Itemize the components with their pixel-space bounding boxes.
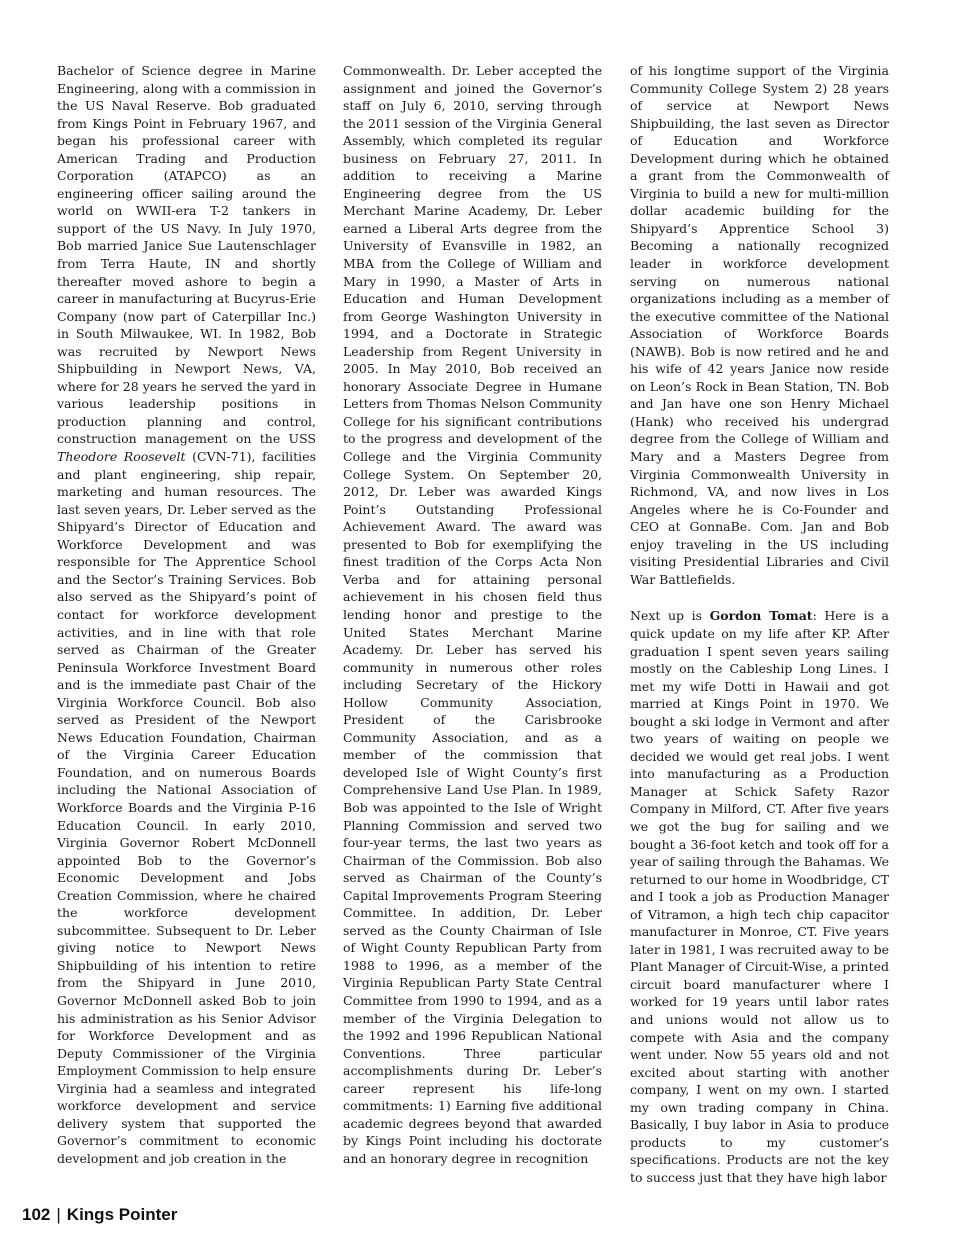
column-3-paragraph-2 — [630, 607, 889, 1186]
footer-separator: | — [56, 1205, 61, 1224]
page-number: 102 — [22, 1205, 51, 1224]
next-up-lead: Next up is — [630, 608, 702, 624]
ship-name: Theodore Roosevelt — [57, 449, 186, 465]
column-3-paragraph-2-text: : Here is a quick update on my life after KP. After graduation I spent seven years sailing mostly on the Cableship Long Lines. I met my wife Dotti in Hawaii and got married at Kings Point in 1970. We bought a ski lodge in Vermont and after two years of waiting on people we decided we would get real jobs. I went into manufacturing as a Production Manager at Schick Safety Razor Company in Milford, CT. After five years we got the bug for sailing and we bought a 36-foot ketch and took off for a year of sailing through the Bahamas. We returned to our home in Woodbridge, CT and I took a job as Production Manager of Vitramon, a high tech chip capacitor manufacturer in Monroe, CT. Five years later in 1981, I was recruited away to be Plant Manager of Circuit-Wise, a printed circuit board manufacturer where I worked for 19 years until labor rates and unions would not allow us to compete with Asia and the company went under. Now 55 years old and not excited about starting with another company, I went on my own. I started my own trading company in China. Basically, I buy labor in Asia to produce products to my customer’s specifications. Products are not the key to success just that they have high labor — [630, 608, 890, 1185]
publication-name: Kings Pointer — [66, 1205, 178, 1224]
column-2-paragraph: Commonwealth. Dr. Leber accepted the assignment and joined the Governor’s staff on July 6, 2010, serving through the 2011 session of the Virginia General Assembly, which completed its regular business on February 27, 2011. In addition to receiving a Marine Engineering degree from the US Merchant Marine Academy, Dr. Leber earned a Liberal Arts degree from the University of Evansville in 1982, an MBA from the College of William and Mary in 1990, a Master of Arts in Education and Human Development from George Washington University in 1994, and a Doctorate in Strategic Leadership from Regent University in 2005. In May 2010, Bob received an honorary Associate Degree in Humane Letters from Thomas Nelson Community College for his significant contributions to the progress and development of the College and the Virginia Community College System. On September 20, 2012, Dr. Leber was awarded Kings Point’s Outstanding Professional Achievement Award. The award was presented to Bob for exemplifying the finest tradition of the Corps Acta Non Verba and for attaining personal achievement in his chosen field thus lending honor and prestige to the United States Merchant Marine Academy. Dr. Leber has served his community in numerous other roles including Secretary of the Hickory Hollow Community Association, President of the Carisbrooke Community Association, and as a member of the commission that developed Isle of Wight County’s first Comprehensive Land Use Plan. In 1989, Bob was appointed to the Isle of Wright Planning Commission and served two four-year terms, the last two years as Chairman of the Commission. Bob also served as Chairman of the County’s Capital Improvements Program Steering Committee. In addition, Dr. Leber served as the County Chairman of Isle of Wight County Republican Party from 1988 to 1996, as a member of the Virginia Republican Party State Central Committee from 1990 to 1994, and as a member of the Virginia Delegation to the 1992 and 1996 Republican National Conventions. Three particular accomplishments during Dr. Leber’s career represent his life-long commitments: 1) Earning five additional academic degrees beyond that awarded by Kings Point including his doctorate and an honorary degree in recognition — [343, 63, 602, 1166]
column-1-text-continued: (CVN-71), facilities and plant engineering, ship repair, marketing and human resources. The last seven years, Dr. Leber served as the Shipyard’s Director of Education and Workforce Development and was responsible for The Apprentice School and the Sector’s Training Services. Bob also served as the Shipyard’s point of contact for workforce development activities, and in line with that role served as Chairman of the Greater Peninsula Workforce Investment Board and is the immediate past Chair of the Virginia Workforce Council. Bob also served as President of the Newport News Education Foundation, Chairman of the Virginia Career Education Foundation, and on numerous Boards including the National Association of Workforce Boards and the Virginia P-16 Education Council. In early 2010, Virginia Governor Robert McDonnell appointed Bob to the Governor’s Economic Development and Jobs Creation Commission, where he chaired the workforce development subcommittee. Subsequent to Dr. Leber giving notice to Newport News Shipbuilding of his intention to retire from the Shipyard in June 2010, Governor McDonnell asked Bob to join his administration as his Senior Advisor for Workforce Development and as Deputy Commissioner of the Virginia Employment Commission to help ensure Virginia had a seamless and integrated workforce development and service delivery system that supported the Governor’s commitment to economic development and job creation in the — [57, 449, 316, 1166]
article-column-3 — [630, 62, 889, 1186]
classmate-name: Gordon Tomat — [709, 608, 813, 624]
column-3-paragraph-1: of his longtime support of the Virginia Community College System 2) 28 years of service at Newport News Shipbuilding, the last seven as Director of Education and Workforce Development during which he obtained a grant from the Commonwealth of Virginia to build a new for multi-million dollar academic building for the Shipyard’s Apprentice School 3) Becoming a nationally recognized leader in workforce development serving on numerous national organizations including as a member of the executive committee of the National Association of Workforce Boards (NAWB). Bob is now retired and he and his wife of 42 years Janice now reside on Leon’s Rock in Bean Station, TN. Bob and Jan have one son Henry Michael (Hank) who received his undergrad degree from the College of William and Mary and a Masters Degree from Virginia Commonwealth University in Richmond, VA, and now lives in Los Angeles where he is Co-Founder and CEO at GonnaBe. Com. Jan and Bob enjoy traveling in the US including visiting Presidential Libraries and Civil War Battlefields. — [630, 63, 889, 587]
article-column-2 — [343, 62, 602, 1167]
column-1-paragraph — [57, 62, 316, 1167]
article-column-1 — [57, 62, 316, 1167]
page-footer — [22, 1205, 177, 1225]
column-1-text: Bachelor of Science degree in Marine Engineering, along with a commission in the US Naval Reserve. Bob graduated from Kings Point in February 1967, and began his professional career with American Trading and Production Corporation (ATAPCO) as an engineering officer sailing around the world on WWII-era T-2 tankers in support of the US Navy. In July 1970, Bob married Janice Sue Lautenschlager from Terra Haute, IN and shortly thereafter moved ashore to begin a career in manufacturing at Bucyrus-Erie Company (now part of Caterpillar Inc.) in South Milwaukee, WI. In 1982, Bob was recruited by Newport News Shipbuilding in Newport News, VA, where for 28 years he served the yard in various leadership positions in production planning and control, construction management on the USS — [57, 63, 316, 447]
